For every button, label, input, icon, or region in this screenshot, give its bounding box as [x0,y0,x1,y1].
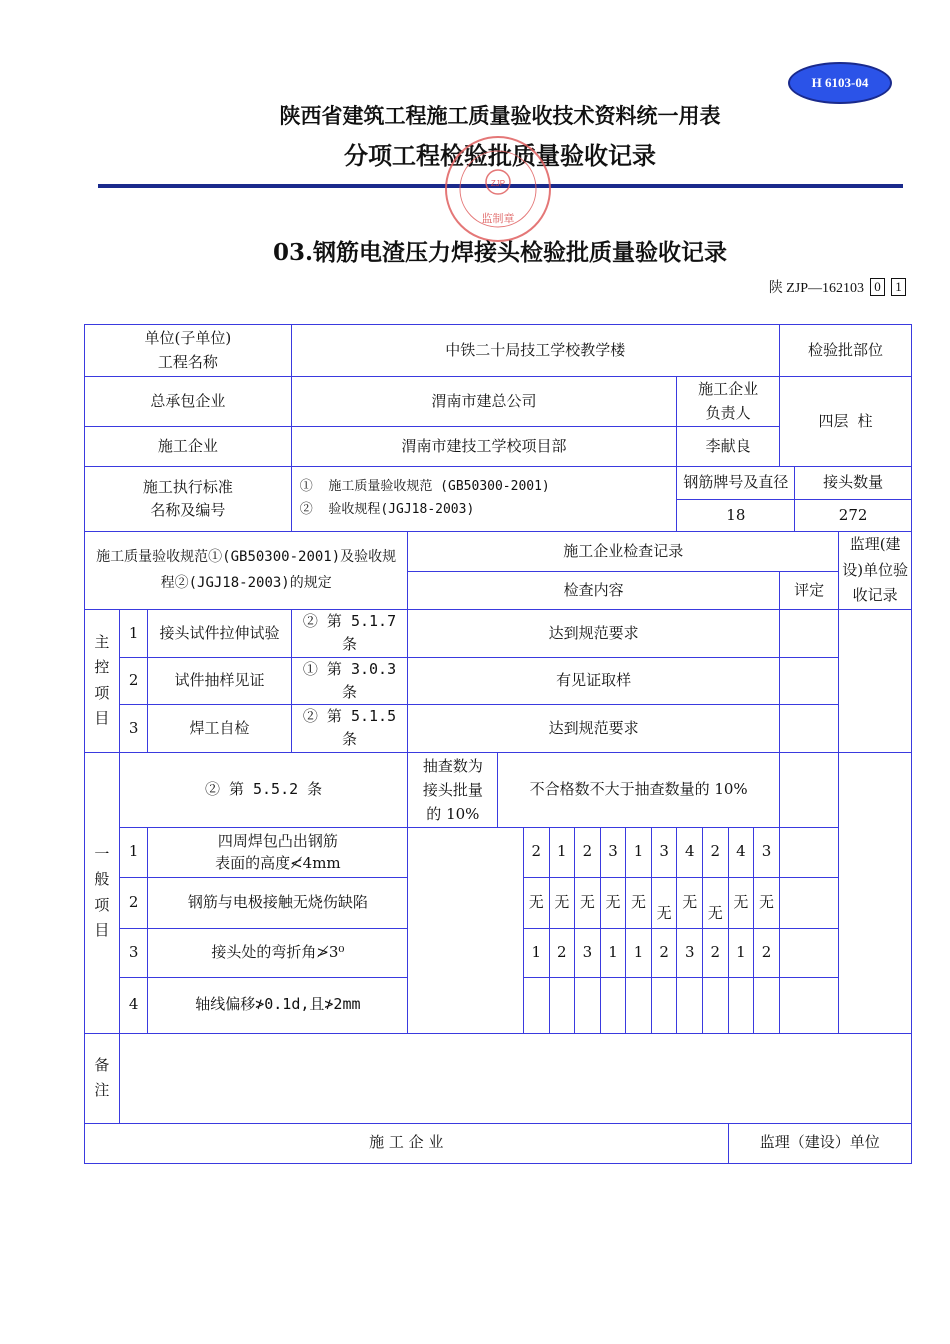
general-row-3-rating [779,928,838,977]
general-row-3-value-6: 2 [651,928,677,977]
form-title: 03.钢筋电渣压力焊接头检验批质量验收记录 [272,239,727,266]
general-row-1-value-7: 4 [677,827,703,877]
general-row-3-value-10: 2 [754,928,780,977]
general-row-1-value-6: 3 [651,827,677,877]
main-row-3-ref: ② 第 5.1.5 条 [291,705,408,753]
general-row-1-rating [779,827,838,877]
general-row-1-no: 1 [119,827,148,877]
svg-text:ZJP: ZJP [490,179,506,188]
general-row-1-value-1: 2 [523,827,549,877]
gc-value: 渭南市建总公司 [291,377,677,427]
seal-stamp-icon [443,134,553,244]
general-row-2-name: 钢筋与电极接触无烧伤缺陷 [148,877,408,928]
form-number-box-2: 1 [891,278,906,296]
general-row-4-value-4 [600,977,626,1033]
general-row-1-value-5: 1 [626,827,652,877]
general-row-2-value-5: 无 [626,877,652,928]
general-row-3-name: 接头处的弯折角≯3⁰ [148,928,408,977]
count-value: 272 [795,500,912,532]
general-row-4-value-8 [703,977,729,1033]
form-number-prefix: 陕 ZJP—162103 [768,281,864,296]
footer-supervisor: 监理（建设）单位 [728,1123,911,1163]
main-row-1-name: 接头试件拉伸试验 [148,610,291,658]
general-row-2-value-10: 无 [754,877,780,928]
rebar-label: 钢筋牌号及直径 [677,467,795,500]
part-value: 四层 柱 [779,377,911,467]
standard-2: ② 验收规程(JGJ18-2003) [299,502,475,517]
general-row-4-value-2 [549,977,575,1033]
general-row-3-value-8: 2 [703,928,729,977]
main-row-3-result: 达到规范要求 [408,705,780,753]
main-row-2-name: 试件抽样见证 [148,657,291,705]
main-row-2-rating [779,657,838,705]
standard-label: 施工执行标准 名称及编号 [85,467,292,532]
general-rating-cell [779,752,838,827]
lead-value: 李献良 [677,427,779,467]
general-row-4-value-9 [728,977,754,1033]
general-row-2-value-8: 无 [703,877,729,928]
general-row-3-value-5: 1 [626,928,652,977]
general-row-3-value-3: 3 [575,928,601,977]
general-row-2-value-1: 无 [523,877,549,928]
main-row-2-ref: ① 第 3.0.3 条 [291,657,408,705]
main-row-2-no: 2 [119,657,148,705]
general-criteria: 不合格数不大于抽查数量的 10% [498,752,780,827]
main-items-label: 主 控 项 目 [85,610,120,753]
general-row-1-value-3: 2 [575,827,601,877]
unit-value: 中铁二十局技工学校教学楼 [291,325,779,377]
general-supervisor-cell [839,752,912,1033]
general-row-4-value-1 [523,977,549,1033]
general-row-4-value-5 [626,977,652,1033]
lead-label: 施工企业 负责人 [677,377,779,427]
remarks-label: 备 注 [85,1033,120,1123]
contractor-label: 施工企业 [85,427,292,467]
gc-label: 总承包企业 [85,377,292,427]
general-row-1-name: 四周焊包凸出钢筋 表面的高度≮4mm [148,827,408,877]
standard-values [291,467,677,532]
main-row-1-ref: ② 第 5.1.7 条 [291,610,408,658]
general-row-1-value-10: 3 [754,827,780,877]
footer-contractor: 施 工 企 业 [85,1123,729,1163]
remarks-cell [119,1033,911,1123]
general-row-3-no: 3 [119,928,148,977]
main-row-1-no: 1 [119,610,148,658]
general-row-2-value-3: 无 [575,877,601,928]
standard-1: ① 施工质量验收规范 (GB50300-2001) [299,479,550,495]
form-code-badge: H 6103-04 [788,62,892,104]
general-row-2-value-6: 无 [651,877,677,928]
content-label: 检查内容 [408,572,780,610]
spec-label: 施工质量验收规范①(GB50300-2001)及验收规程②(JGJ18-2003)的规定 [85,532,408,610]
general-row-4-value-6 [651,977,677,1033]
general-row-2-rating [779,877,838,928]
general-items-label: 一 般 项 目 [85,752,120,1033]
main-row-3-no: 3 [119,705,148,753]
unit-label: 单位(子单位) 工程名称 [85,325,292,377]
general-row-2-value-7: 无 [677,877,703,928]
general-row-2-value-9: 无 [728,877,754,928]
general-row-4-value-7 [677,977,703,1033]
general-row-4-name: 轴线偏移≯0.1d,且≯2mm [148,977,408,1033]
general-row-1-value-4: 3 [600,827,626,877]
count-label: 接头数量 [795,467,912,500]
general-row-3-value-1: 1 [523,928,549,977]
general-row-2-no: 2 [119,877,148,928]
main-row-1-rating [779,610,838,658]
general-row-3-value-9: 1 [728,928,754,977]
general-row-1-value-8: 2 [703,827,729,877]
general-row-3-value-2: 2 [549,928,575,977]
record-label: 施工企业检查记录 [408,532,839,572]
form-number-box-1: 0 [870,278,885,296]
main-row-2-result: 有见证取样 [408,657,780,705]
general-row-4-value-3 [575,977,601,1033]
main-row-3-rating [779,705,838,753]
form-number [769,277,906,297]
svg-text:监制章: 监制章 [481,212,515,225]
contractor-value: 渭南市建技工学校项目部 [291,427,677,467]
supervisor-label: 监理(建设)单位验收记录 [839,532,912,610]
general-sample-label: 抽查数为 接头批量 的 10% [408,752,498,827]
header-line2: 分项工程检验批质量验收记录 [344,141,656,170]
inspection-table [84,324,912,1164]
general-row-4-no: 4 [119,977,148,1033]
header-line1: 陕西省建筑工程施工质量验收技术资料统一用表 [279,103,721,128]
general-row-3-value-7: 3 [677,928,703,977]
general-sample-blank [408,827,524,1033]
general-row-1-value-2: 1 [549,827,575,877]
main-row-1-result: 达到规范要求 [408,610,780,658]
general-row-4-value-10 [754,977,780,1033]
main-supervisor-cell [839,610,912,753]
general-row-3-value-4: 1 [600,928,626,977]
general-ref: ② 第 5.5.2 条 [119,752,408,827]
rating-label: 评定 [779,572,838,610]
general-row-1-value-9: 4 [728,827,754,877]
part-label: 检验批部位 [779,325,911,377]
main-row-3-name: 焊工自检 [148,705,291,753]
general-row-2-value-2: 无 [549,877,575,928]
general-row-2-value-4: 无 [600,877,626,928]
rebar-value: 18 [677,500,795,532]
general-row-4-rating [779,977,838,1033]
